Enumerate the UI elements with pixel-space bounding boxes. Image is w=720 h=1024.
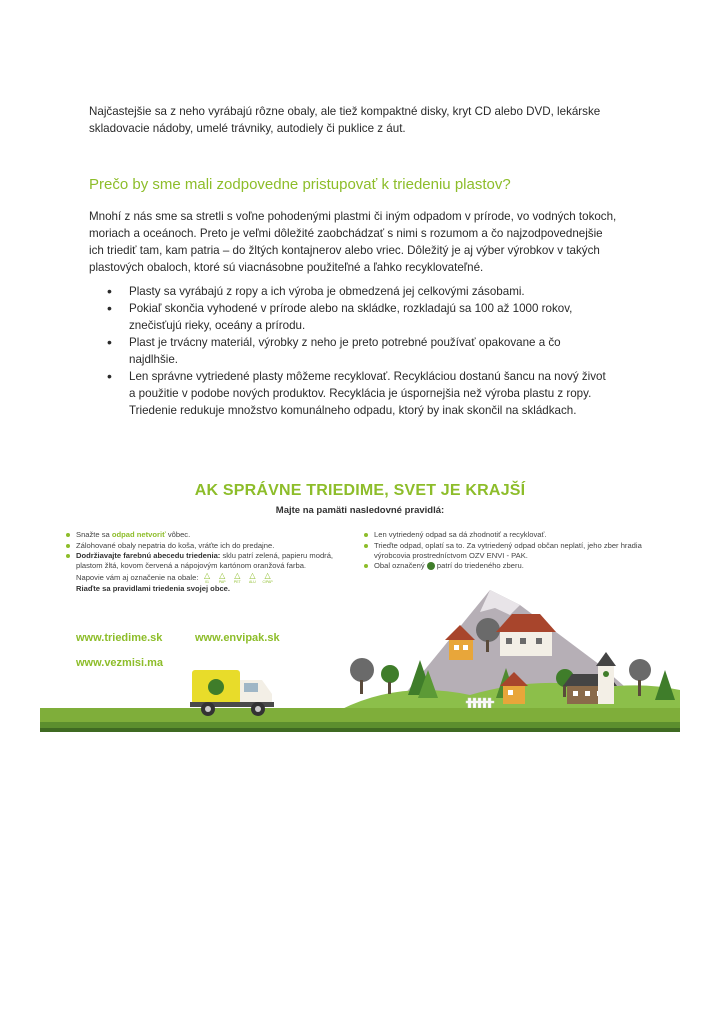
tip-item: Obal označený patrí do triedeného zberu. [362, 561, 662, 571]
tip-item: Zálohované obaly nepatria do koša, vráťte ich do predajne. [64, 541, 334, 551]
list-item: • Plasty sa vyrábajú z ropy a ich výroba je obmedzená jej celkovými zásobami. [89, 283, 609, 300]
fence [466, 698, 494, 708]
list-item: • Len správne vytriedené plasty môžeme recyklovať. Recykláciou dostanú šancu na nový život a použitie v podobe nových produktov. Recyklácia je úspornejšia než výroba plastu z ropy. Triedenie redukuje množstvo komunálneho odpadu, ktorý by inak skončil na skládkach. [89, 368, 609, 419]
recycling-banner [40, 470, 680, 738]
tip-item: Trieďte odpad, oplatí sa to. Za vytriedený odpad občan neplatí, jeho zber hradia výrobcovia prostredníctvom OZV ENVI - PAK. [362, 541, 662, 561]
ground [40, 708, 680, 722]
banner-subtitle: Majte na pamäti nasledovné pravidlá: [275, 505, 445, 516]
tip-item: Snažte sa odpad netvoriť vôbec. [64, 530, 334, 540]
link-vezmisi[interactable]: www.vezmisi.ma [76, 657, 164, 669]
link-triedime[interactable]: www.triedime.sk [76, 632, 163, 644]
tip-item: Riaďte sa pravidlami triedenia svojej obce. [76, 584, 231, 593]
recycle-icon: △ 01 [203, 570, 211, 584]
recycle-icon: △ C/PAP [262, 570, 273, 584]
list-item: • Plast je trvácny materiál, výrobky z neho je preto potrebné používať opakovane a čo najdlhšie. [89, 334, 609, 368]
tip-item: Napovie vám aj označenie na obale: △ 01 △ PAP △ PET △ ALU △ C/PAP [76, 570, 273, 584]
recycle-icon: △ PAP [218, 570, 226, 584]
section-paragraph: Mnohí z nás sme sa stretli s voľne pohodenými plastmi či iným odpadom v prírode, vo vodných tokoch, moriach a oceánoch. Preto je veľmi dôležité zaobchádzať s nimi s rozumom a čo najzodpovednejšie ich triediť tam, kam patria – do žltých kontajnerov alebo vriec. Dôležitý je aj výber výrobkov v takých plastových obaloch, ktoré sú viacnásobne použiteľné a ľahko recyklovateľné. [89, 210, 617, 274]
section-heading: Prečo by sme mali zodpovedne pristupovať k triedeniu plastov? [89, 176, 511, 193]
recycle-icon: △ PET [233, 570, 241, 584]
link-envipak[interactable]: www.envipak.sk [195, 632, 280, 644]
banner-title: AK SPRÁVNE TRIEDIME, SVET JE KRAJŠÍ [194, 482, 526, 499]
list-item: • Pokiaľ skončia vyhodené v prírode alebo na skládke, rozkladajú sa 100 až 1000 rokov, znečisťujú rieky, oceány a prírodu. [89, 300, 609, 334]
right-tips [362, 530, 662, 572]
recycle-icon: △ ALU [249, 570, 256, 584]
village-illustration [40, 570, 680, 738]
tip-item: Dodržiavajte farebnú abecedu triedenia: sklu patrí zelená, papieru modrá, plastom žltá, kovom červená a nápojovým kartónom oranžová farba. [64, 551, 334, 571]
bullet-list [89, 283, 609, 419]
intro-paragraph: Najčastejšie sa z neho vyrábajú rôzne obaly, ale tiež kompaktné disky, kryt CD alebo DVD, lekárske skladovacie nádoby, umelé trávniky, autodiely či puklice z áut. [89, 105, 601, 135]
tip-item: Len vytriedený odpad sa dá zhodnotiť a recyklovať. [362, 530, 662, 540]
green-dot-symbol-icon [427, 562, 435, 570]
